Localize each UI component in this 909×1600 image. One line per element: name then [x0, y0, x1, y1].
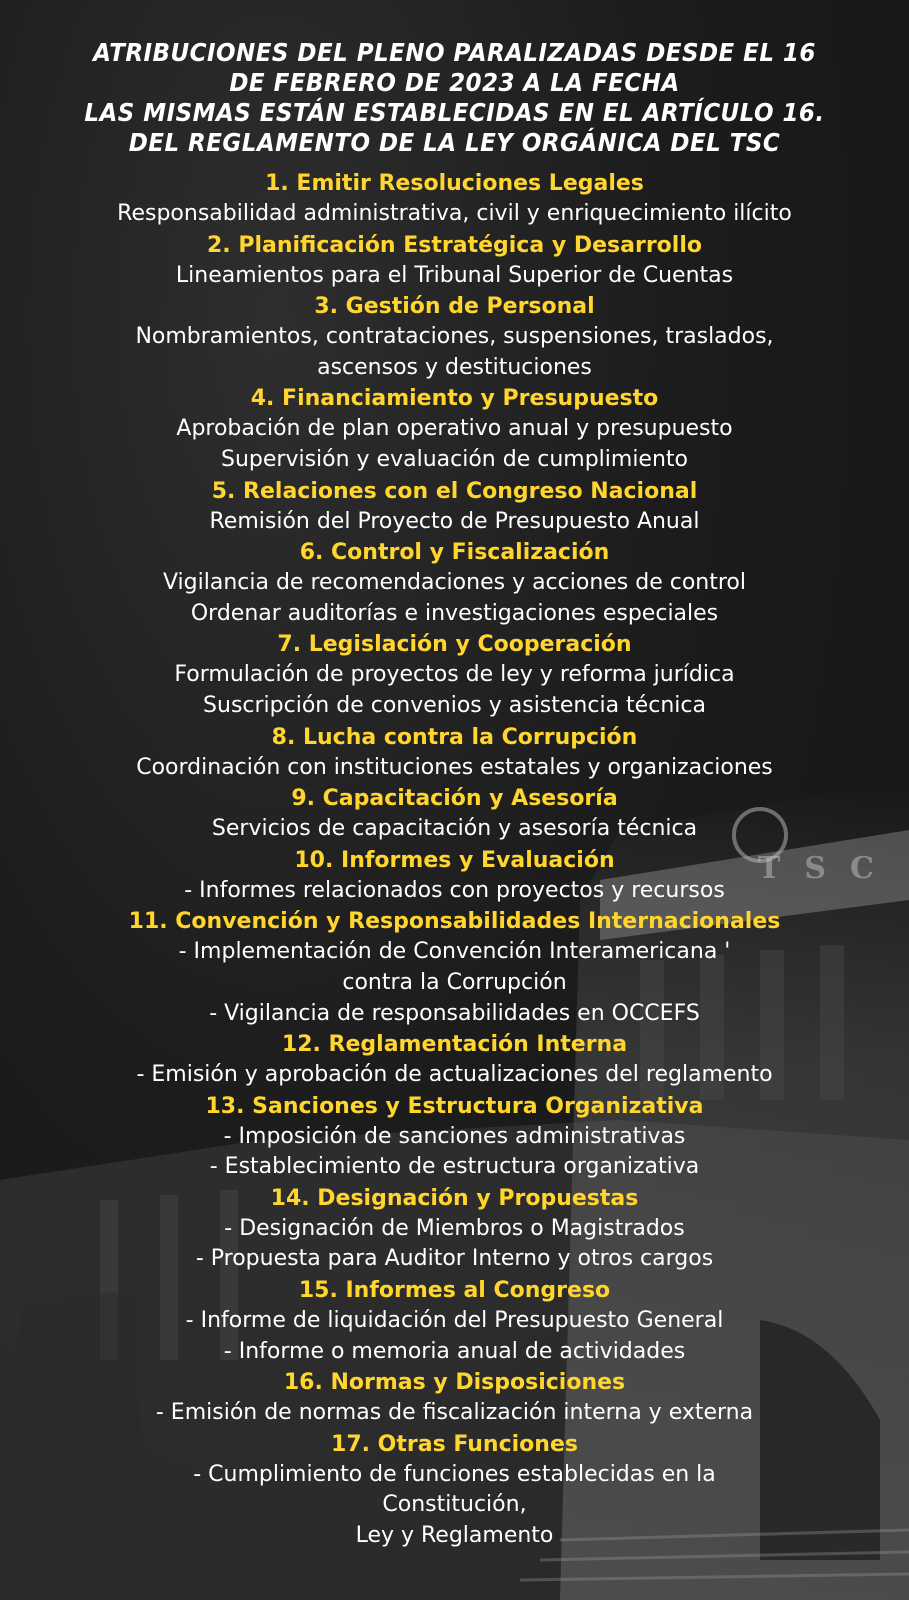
item-description: - Imposición de sanciones administrativas [223, 1123, 686, 1149]
list-item [0, 291, 909, 383]
item-description: - Emisión y aprobación de actualizaciones del reglamento [136, 1062, 773, 1088]
item-description: - Informe de liquidación del Presupuesto General [185, 1308, 724, 1334]
item-description: Ley y Reglamento [355, 1523, 554, 1549]
item-description: Coordinación con instituciones estatales y organizaciones [136, 754, 773, 780]
item-description: - Informe o memoria anual de actividades [223, 1338, 686, 1364]
item-description: Responsabilidad administrativa, civil y enriquecimiento ilícito [117, 201, 792, 226]
item-description: - Implementación de Convención Interamericana ' [178, 939, 731, 965]
title-line-2: DE FEBRERO DE 2023 A LA FECHA [229, 68, 680, 97]
item-title: 13. Sanciones y Estructura Organizativa [205, 1093, 704, 1119]
item-title: 6. Control y Fiscalización [299, 540, 610, 566]
item-description: Suscripción de convenios y asistencia técnica [203, 692, 706, 718]
list-item [0, 537, 909, 629]
item-title: 1. Emitir Resoluciones Legales [265, 171, 644, 196]
item-title: 11. Convención y Responsabilidades Internacionales [128, 909, 781, 935]
title-line-1: ATRIBUCIONES DEL PLENO PARALIZADAS DESDE EL 16 [93, 38, 816, 67]
title-line-3: LAS MISMAS ESTÁN ESTABLECIDAS EN EL ARTÍCULO 16. [84, 98, 825, 127]
list-item [0, 783, 909, 845]
item-title: 7. Legislación y Cooperación [277, 632, 632, 658]
item-description: contra la Corrupción [342, 969, 567, 995]
item-title: 15. Informes al Congreso [298, 1278, 611, 1304]
list-item [0, 1429, 909, 1552]
item-title: 9. Capacitación y Asesoría [291, 786, 618, 812]
item-title: 17. Otras Funciones [331, 1431, 578, 1457]
item-title: 3. Gestión de Personal [314, 294, 595, 320]
item-description: - Informes relacionados con proyectos y recursos [184, 877, 725, 903]
list-item [0, 1091, 909, 1183]
item-description: Supervisión y evaluación de cumplimiento [220, 446, 688, 472]
item-description: - Emisión de normas de fiscalización interna y externa [155, 1400, 754, 1426]
item-description: - Cumplimiento de funciones establecidas en la [193, 1461, 716, 1487]
list-item [0, 383, 909, 475]
item-description: Remisión del Proyecto de Presupuesto Anual [209, 508, 700, 534]
list-item [0, 1029, 909, 1091]
item-title: 2. Planificación Estratégica y Desarrollo [207, 232, 702, 258]
list-item [0, 1367, 909, 1429]
list-item [0, 230, 909, 292]
item-description: Lineamientos para el Tribunal Superior de Cuentas [175, 262, 734, 288]
item-description: Aprobación de plan operativo anual y presupuesto [176, 416, 733, 442]
list-item [0, 629, 909, 721]
item-title: 10. Informes y Evaluación [294, 847, 615, 873]
item-title: 8. Lucha contra la Corrupción [271, 724, 638, 750]
building-sign-text: TSC [758, 851, 898, 886]
item-description: Constitución, [382, 1492, 527, 1518]
list-item [0, 845, 909, 907]
list-item [0, 168, 909, 230]
page-title [36, 38, 872, 158]
item-title: 5. Relaciones con el Congreso Nacional [211, 478, 698, 504]
item-title: 14. Designación y Propuestas [270, 1185, 639, 1211]
list-item [0, 476, 909, 538]
list-item [0, 722, 909, 784]
item-description: Ordenar auditorías e investigaciones especiales [190, 600, 719, 626]
title-line-4: DEL REGLAMENTO DE LA LEY ORGÁNICA DEL TSC [128, 128, 781, 157]
item-description: - Establecimiento de estructura organizativa [209, 1154, 700, 1180]
item-description: Servicios de capacitación y asesoría técnica [211, 816, 698, 842]
item-description: Nombramientos, contrataciones, suspensiones, traslados, [135, 324, 774, 350]
list-item [0, 1275, 909, 1367]
item-title: 12. Reglamentación Interna [281, 1032, 628, 1058]
item-description: ascensos y destituciones [317, 354, 592, 380]
item-description: Vigilancia de recomendaciones y acciones de control [162, 570, 747, 596]
item-title: 16. Normas y Disposiciones [283, 1370, 626, 1396]
list-item [0, 906, 909, 1029]
item-description: Formulación de proyectos de ley y reforma jurídica [174, 662, 735, 688]
attributions-list [0, 168, 909, 1552]
main-content [0, 38, 909, 1552]
list-item [0, 1183, 909, 1275]
item-description: - Propuesta para Auditor Interno y otros cargos [195, 1246, 714, 1272]
item-title: 4. Financiamiento y Presupuesto [250, 386, 659, 412]
item-description: - Vigilancia de responsabilidades en OCCEFS [209, 1000, 700, 1026]
item-description: - Designación de Miembros o Magistrados [224, 1215, 685, 1241]
